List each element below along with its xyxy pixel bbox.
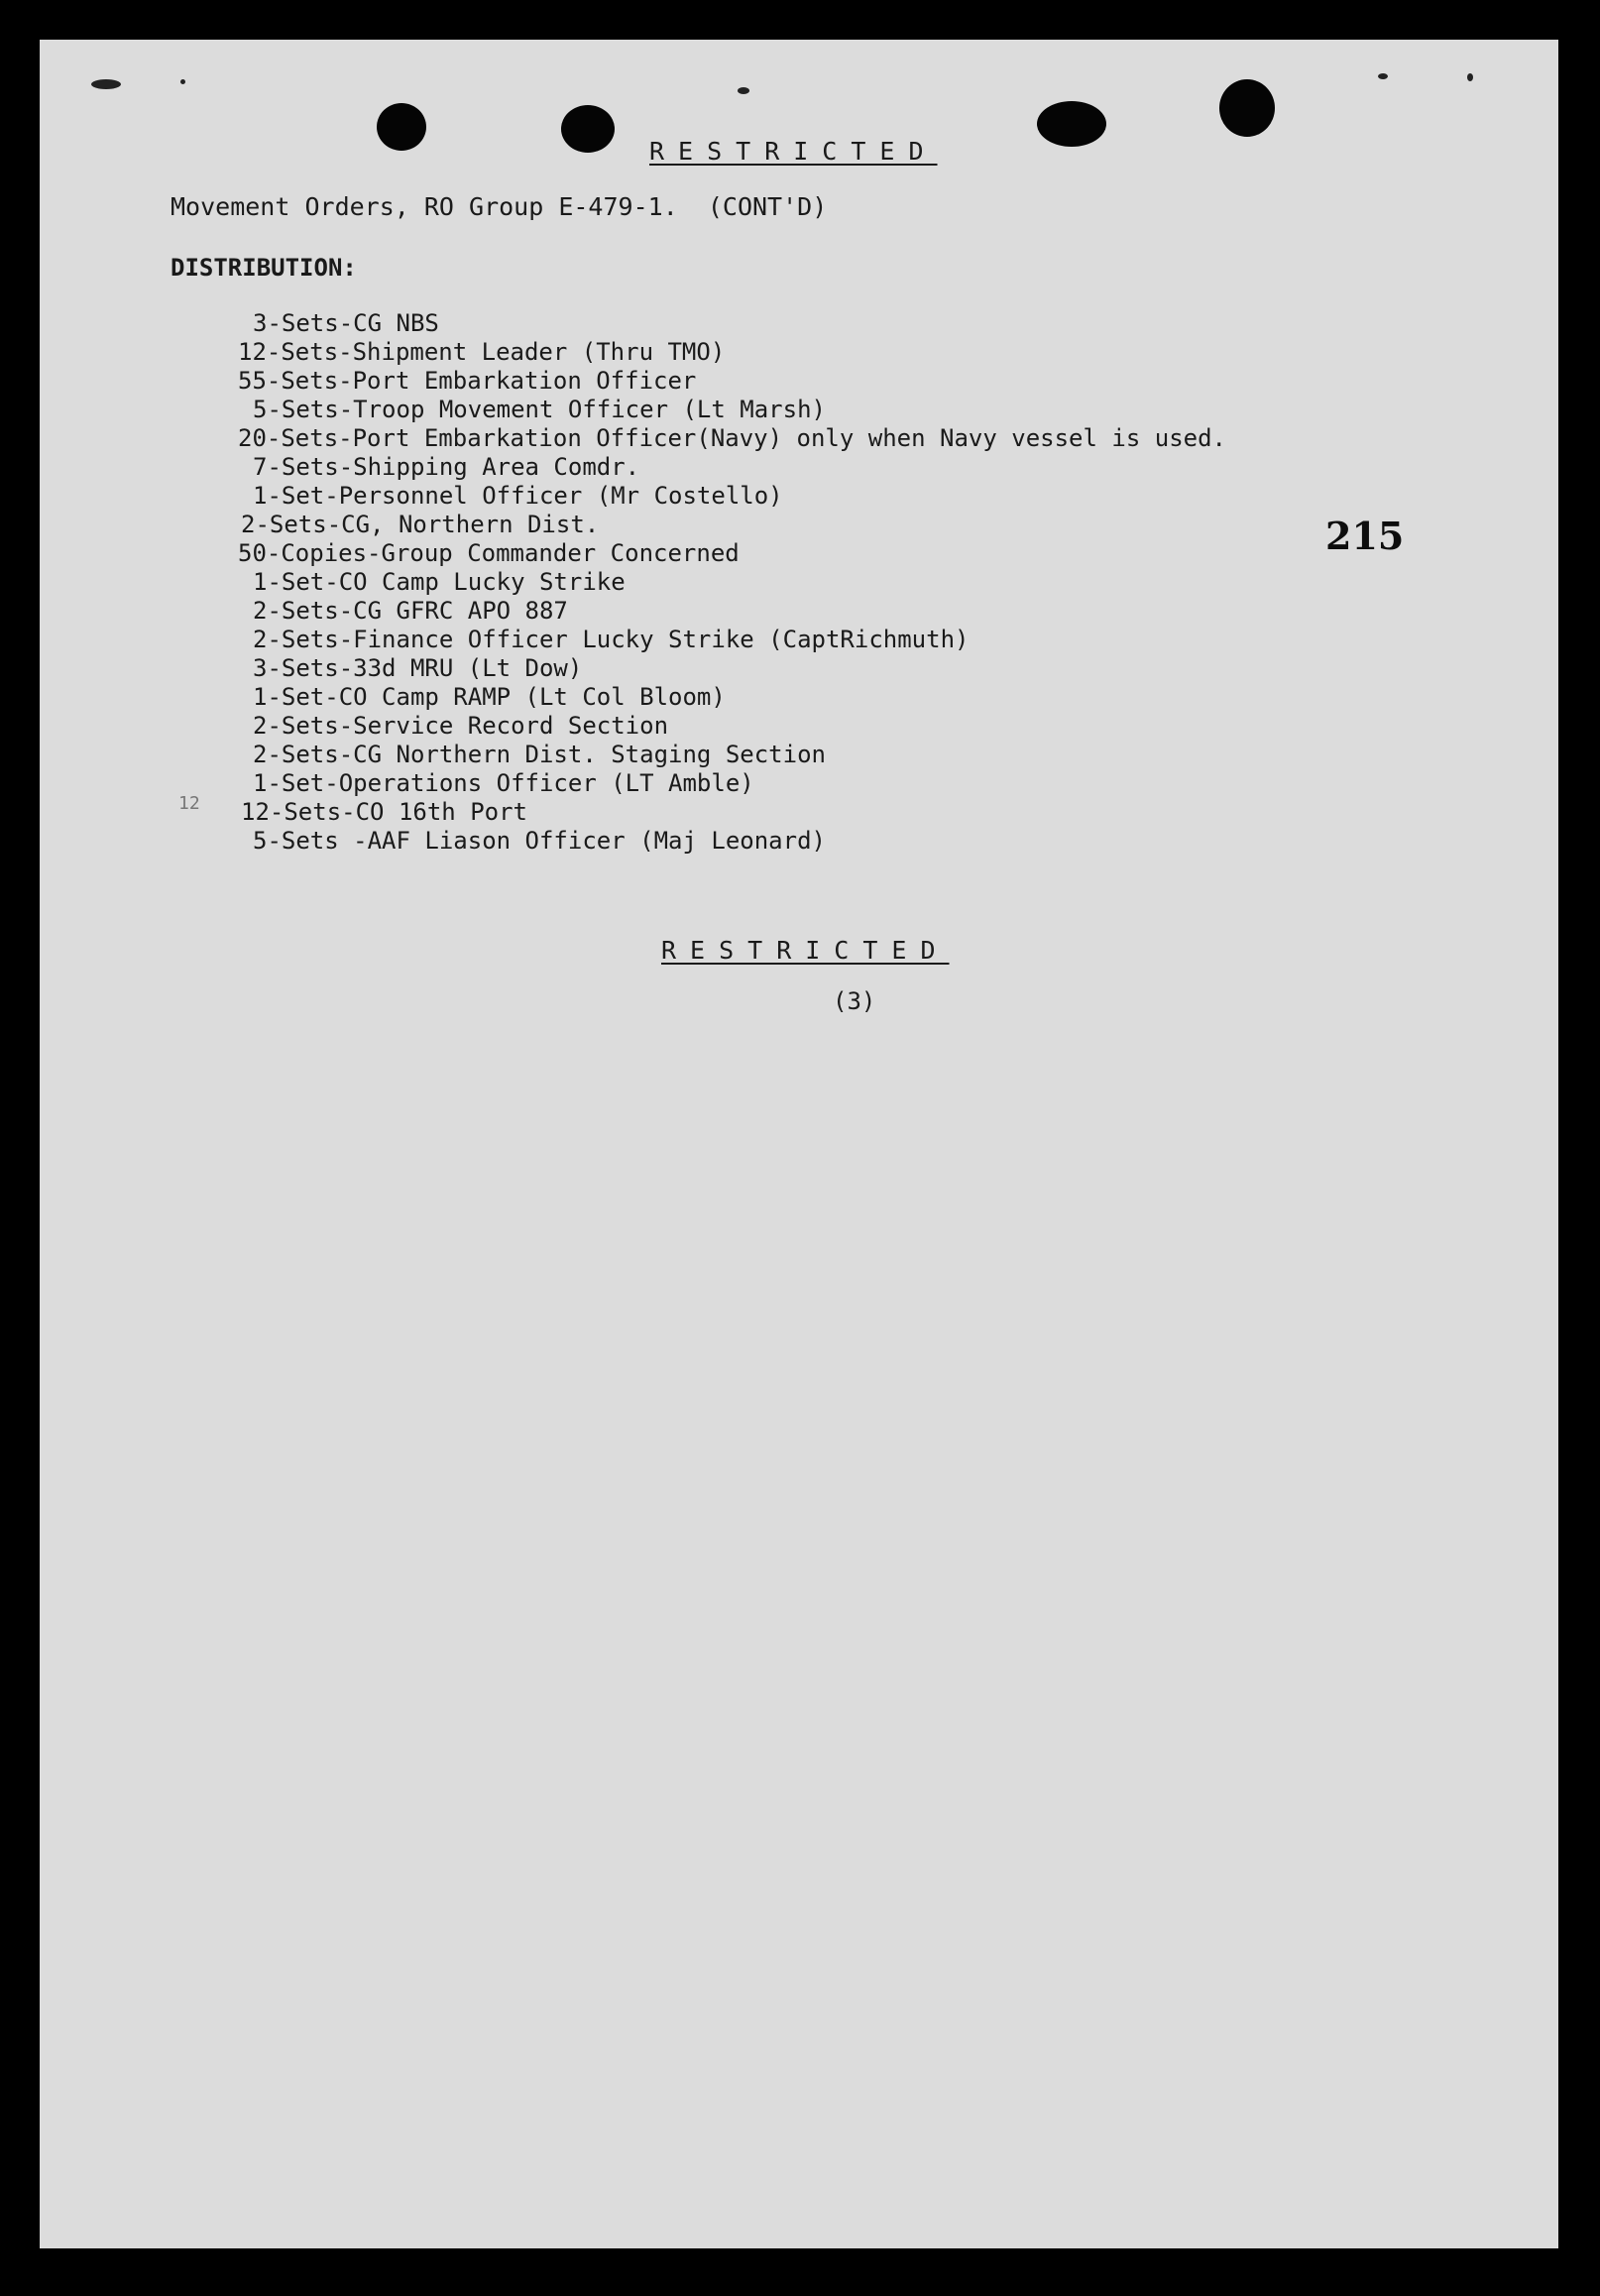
distribution-item: 1-Set-Operations Officer (LT Amble) <box>253 769 754 797</box>
distribution-item: 12-Sets-Shipment Leader (Thru TMO) <box>238 338 726 366</box>
distribution-item: 3-Sets-33d MRU (Lt Dow) <box>253 654 583 682</box>
ink-speck <box>180 79 185 84</box>
document-page <box>40 40 1558 2248</box>
distribution-item: 5-Sets-Troop Movement Officer (Lt Marsh) <box>253 396 826 423</box>
punch-hole <box>1037 101 1106 147</box>
ink-speck <box>738 87 749 94</box>
page-number: (3) <box>833 987 876 1015</box>
distribution-item: 2-Sets-Service Record Section <box>253 712 669 740</box>
punch-hole <box>561 105 615 153</box>
distribution-item: 7-Sets-Shipping Area Comdr. <box>253 453 640 481</box>
distribution-item: 12-Sets-CO 16th Port <box>241 798 527 826</box>
classification-footer: RESTRICTED <box>661 936 950 965</box>
distribution-list <box>40 309 1226 856</box>
margin-mark: 12 <box>178 793 200 814</box>
ink-speck <box>1378 73 1388 79</box>
classification-header: RESTRICTED <box>649 137 938 166</box>
distribution-item: 3-Sets-CG NBS <box>253 309 439 337</box>
distribution-item: 55-Sets-Port Embarkation Officer <box>238 367 697 395</box>
distribution-item: 1-Set-CO Camp Lucky Strike <box>253 568 626 596</box>
distribution-item: 2-Sets-Finance Officer Lucky Strike (CaptRichmuth) <box>253 626 970 653</box>
distribution-item: 20-Sets-Port Embarkation Officer(Navy) only when Navy vessel is used. <box>238 424 1226 452</box>
ink-speck <box>91 79 121 89</box>
distribution-item: 2-Sets-CG Northern Dist. Staging Section <box>253 741 826 768</box>
ink-speck <box>1467 73 1473 81</box>
distribution-label: DISTRIBUTION: <box>171 254 357 282</box>
punch-hole <box>377 103 426 151</box>
page-stamp-number: 215 <box>1325 514 1405 558</box>
punch-hole <box>1219 79 1275 137</box>
distribution-item: 50-Copies-Group Commander Concerned <box>238 539 740 567</box>
distribution-item: 1-Set-CO Camp RAMP (Lt Col Bloom) <box>253 683 726 711</box>
distribution-item: 5-Sets -AAF Liason Officer (Maj Leonard) <box>253 827 826 855</box>
distribution-item: 1-Set-Personnel Officer (Mr Costello) <box>253 482 783 510</box>
heading-line: Movement Orders, RO Group E-479-1. (CONT'D) <box>171 192 828 221</box>
distribution-item: 2-Sets-CG GFRC APO 887 <box>253 597 568 625</box>
distribution-item: 2-Sets-CG, Northern Dist. <box>241 511 600 538</box>
